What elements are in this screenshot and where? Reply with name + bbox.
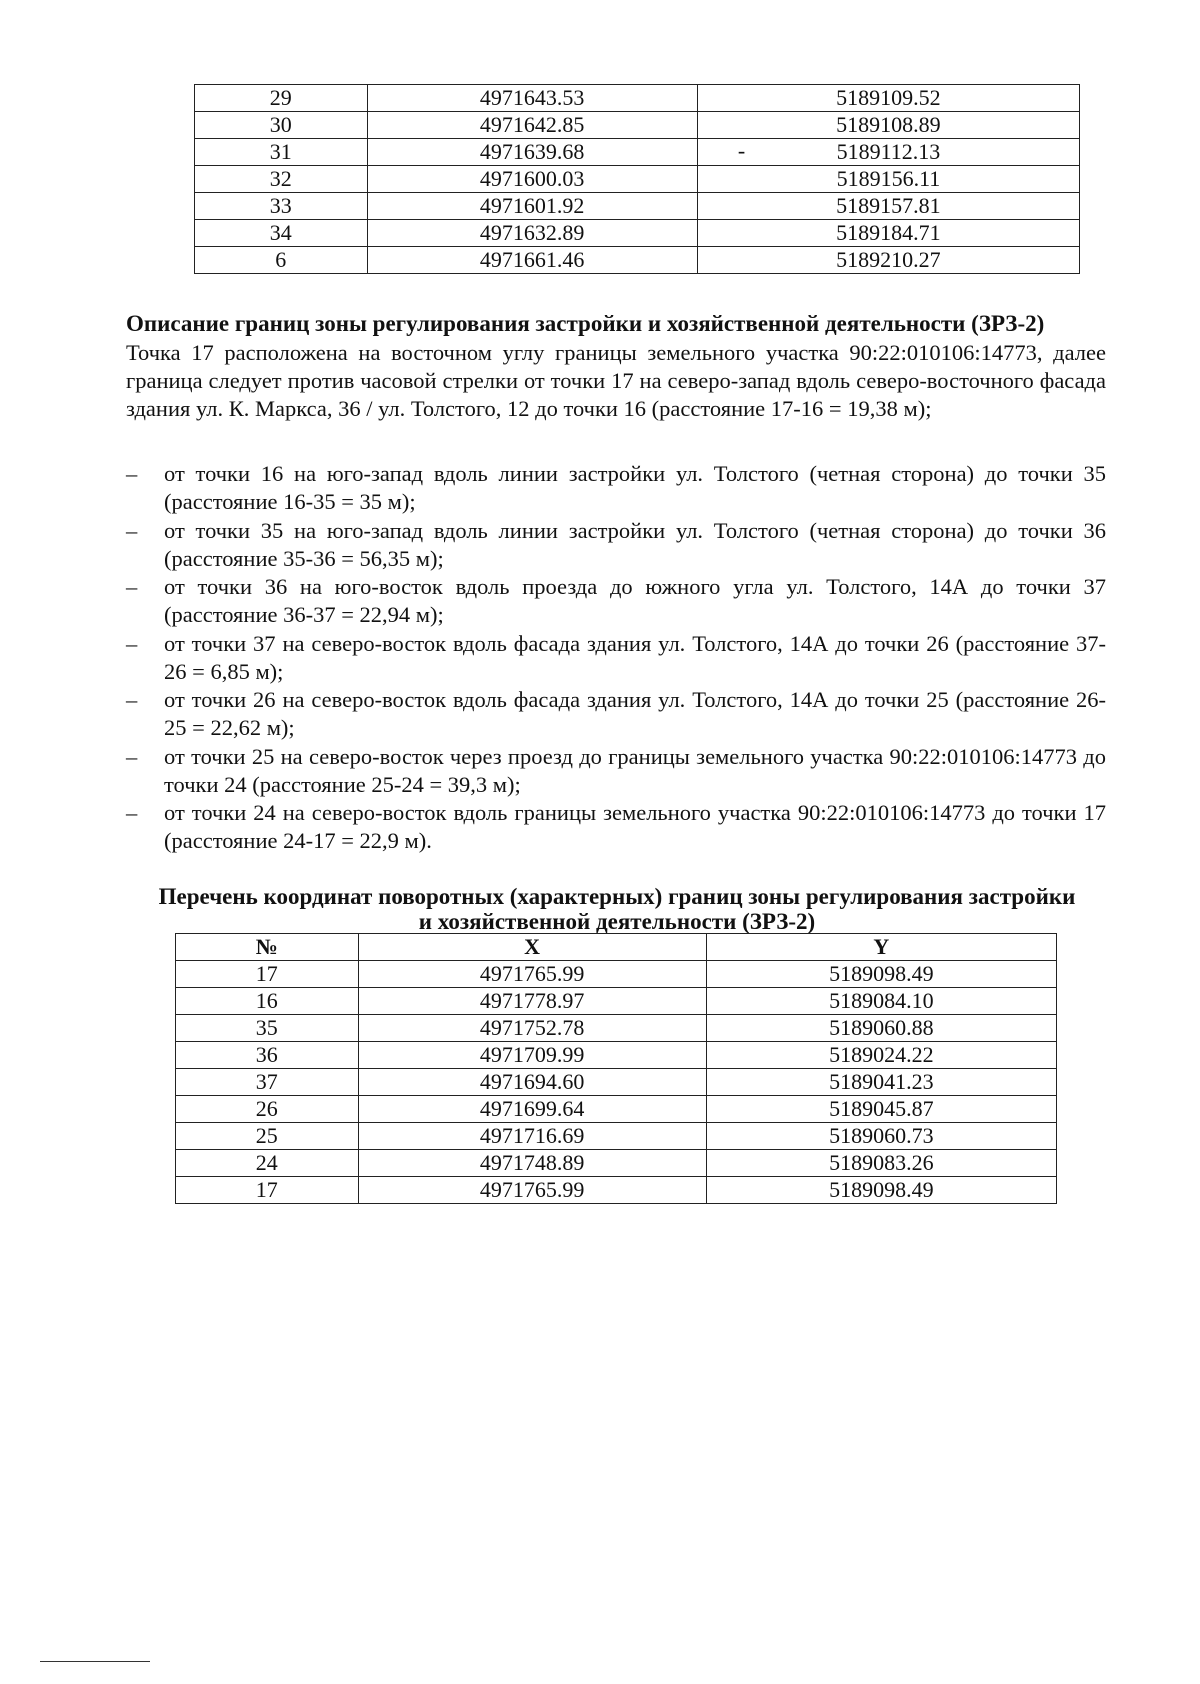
x-coordinate-cell-text: 4971639.68 (479, 139, 585, 164)
list-item (126, 630, 1106, 686)
y-coordinate-cell (697, 247, 1079, 274)
point-number-cell-text: 6 (275, 247, 287, 272)
bullet-dash: – (126, 687, 138, 712)
y-coordinate-cell-text: 5189157.81 (836, 193, 941, 218)
y-coordinate-cell-text: 5189108.89 (836, 112, 941, 137)
table-row (176, 1015, 1057, 1042)
x-coordinate-cell (367, 139, 697, 166)
point-number-cell: 35 (176, 1015, 359, 1042)
y-coordinate-cell (697, 139, 1079, 166)
bullet-dash: – (126, 461, 138, 486)
x-coordinate-cell-text: 4971600.03 (479, 166, 585, 191)
table-row (176, 1042, 1057, 1069)
bullet-text: от точки 37 на северо-восток вдоль фасада здания ул. Толстого, 14А до точки 26 (расстояние 37-26 = 6,85 м); (164, 630, 1106, 684)
bullet-text: от точки 26 на северо-восток вдоль фасада здания ул. Толстого, 14А до точки 25 (расстояние 26-25 = 22,62 м); (164, 687, 1106, 740)
coordinates-table-continued (194, 84, 1080, 274)
x-coordinate-cell (367, 112, 697, 139)
y-coordinate-cell-text: 5189156.11 (836, 166, 941, 191)
point-number-cell: 24 (176, 1150, 359, 1177)
table-row (176, 1150, 1057, 1177)
y-coordinate-cell (697, 166, 1079, 193)
x-coordinate-cell: 4971748.89 (358, 1150, 706, 1177)
coordinates-table-body (195, 85, 1080, 274)
x-coordinate-cell-text: 4971643.53 (479, 85, 585, 110)
y-coordinate-cell-text: 5189112.13 (836, 139, 941, 164)
y-coordinate-cell: 5189083.26 (706, 1150, 1056, 1177)
bullet-text: от точки 16 на юго-запад вдоль линии застройки ул. Толстого (четная сторона) до точки 35 (расстояние 16-35 = 35 м); (164, 461, 1106, 514)
point-number-cell (195, 139, 368, 166)
x-coordinate-cell (367, 247, 697, 274)
x-coordinate-cell: 4971765.99 (358, 1177, 706, 1204)
list-item (126, 686, 1106, 742)
header-number: № (176, 934, 359, 961)
zrz2-coordinates-body (176, 961, 1057, 1204)
bullet-dash: – (126, 743, 138, 769)
point-number-cell (195, 193, 368, 220)
footer-rule (40, 1661, 150, 1662)
point-number-cell-text: 34 (269, 220, 292, 245)
table-row (195, 247, 1080, 274)
y-coordinate-cell: 5189024.22 (706, 1042, 1056, 1069)
y-coordinate-cell-text: 5189184.71 (836, 220, 941, 245)
x-coordinate-cell: 4971699.64 (358, 1096, 706, 1123)
bullet-text: от точки 24 на северо-восток вдоль границы земельного участка 90:22:010106:14773 до точки 17 (расстояние 24-17 = 22,9 м). (164, 800, 1106, 853)
x-coordinate-cell-text: 4971601.92 (479, 193, 585, 218)
y-coordinate-cell: 5189060.88 (706, 1015, 1056, 1042)
x-coordinate-cell: 4971709.99 (358, 1042, 706, 1069)
bullet-dash: – (126, 630, 138, 656)
y-coordinate-cell: 5189084.10 (706, 988, 1056, 1015)
y-coordinate-cell: 5189098.49 (706, 961, 1056, 988)
table-row (176, 988, 1057, 1015)
coordinates-list-title-line2: и хозяйственной деятельности (ЗРЗ-2) (418, 909, 816, 934)
y-coordinate-cell-text: 5189210.27 (836, 247, 941, 272)
point-number-cell: 37 (176, 1069, 359, 1096)
x-coordinate-cell: 4971765.99 (358, 961, 706, 988)
y-coordinate-cell-text: 5189109.52 (836, 85, 941, 110)
y-coordinate-cell (697, 112, 1079, 139)
x-coordinate-cell: 4971716.69 (358, 1123, 706, 1150)
point-number-cell: 17 (176, 1177, 359, 1204)
table-row (195, 220, 1080, 247)
table-row (195, 193, 1080, 220)
table-row (195, 112, 1080, 139)
list-item (126, 743, 1106, 799)
y-coordinate-cell (697, 85, 1079, 112)
table-row (176, 1177, 1057, 1204)
table-row (176, 1096, 1057, 1123)
table-header-row (176, 934, 1057, 961)
x-coordinate-cell-text: 4971661.46 (479, 247, 585, 272)
x-coordinate-cell: 4971694.60 (358, 1069, 706, 1096)
y-coordinate-cell: 5189045.87 (706, 1096, 1056, 1123)
y-coordinate-cell: 5189041.23 (706, 1069, 1056, 1096)
y-coordinate-cell: 5189098.49 (706, 1177, 1056, 1204)
list-item (126, 460, 1106, 516)
point-number-cell: 36 (176, 1042, 359, 1069)
y-coordinate-cell (697, 193, 1079, 220)
coordinates-list-title-line1: Перечень координат поворотных (характерных) границ зоны регулирования застройки (158, 884, 1076, 909)
x-coordinate-cell: 4971752.78 (358, 1015, 706, 1042)
x-coordinate-cell-text: 4971642.85 (479, 112, 585, 137)
table-row (176, 1123, 1057, 1150)
table-row (176, 1069, 1057, 1096)
bullet-text: от точки 25 на северо-восток через проезд до границы земельного участка 90:22:010106:14773 до точки 24 (расстояние 25-24 = 39,3 м); (164, 743, 1106, 797)
stray-dash-mark: - (737, 138, 746, 163)
table-row (176, 961, 1057, 988)
point-number-cell-text: 33 (269, 193, 292, 218)
table-row (195, 85, 1080, 112)
list-item (126, 517, 1106, 573)
coordinates-list-title (126, 884, 1108, 934)
x-coordinate-cell-text: 4971632.89 (479, 220, 585, 245)
bullet-text: от точки 36 на юго-восток вдоль проезда до южного угла ул. Толстого, 14А до точки 37 (расстояние 36-37 = 22,94 м); (164, 574, 1106, 627)
point-number-cell-text: 29 (269, 85, 292, 110)
x-coordinate-cell (367, 166, 697, 193)
bullet-text: от точки 35 на юго-запад вдоль линии застройки ул. Толстого (четная сторона) до точки 36 (расстояние 35-36 = 56,35 м); (164, 517, 1106, 571)
point-number-cell: 26 (176, 1096, 359, 1123)
boundary-segments-list (126, 460, 1106, 856)
bullet-dash: – (126, 574, 138, 599)
header-y: Y (706, 934, 1056, 961)
point-number-cell (195, 85, 368, 112)
list-item (126, 799, 1106, 855)
point-number-cell: 16 (176, 988, 359, 1015)
x-coordinate-cell (367, 193, 697, 220)
y-coordinate-cell (697, 220, 1079, 247)
point-number-cell: 25 (176, 1123, 359, 1150)
x-coordinate-cell (367, 85, 697, 112)
description-title: Описание границ зоны регулирования застройки и хозяйственной деятельности (ЗРЗ-2) (126, 311, 1045, 336)
list-item (126, 573, 1106, 629)
description-intro: Точка 17 расположена на восточном углу границы земельного участка 90:22:010106:14773, далее граница следует против часовой стрелки от точки 17 на северо-запад вдоль северо-восточного фасада здания ул. К. Маркса, 36 / ул. Толстого, 12 до точки 16 (расстояние 17-16 = 19,38 м); (126, 340, 1106, 421)
table-row (195, 139, 1080, 166)
bullet-dash: – (126, 800, 138, 825)
y-coordinate-cell: 5189060.73 (706, 1123, 1056, 1150)
header-x: X (358, 934, 706, 961)
bullet-dash: – (126, 517, 138, 543)
x-coordinate-cell (367, 220, 697, 247)
point-number-cell-text: 32 (269, 166, 292, 191)
point-number-cell (195, 166, 368, 193)
point-number-cell (195, 112, 368, 139)
point-number-cell-text: 30 (269, 112, 292, 137)
point-number-cell-text: 31 (269, 139, 292, 164)
point-number-cell: 17 (176, 961, 359, 988)
zrz2-coordinates-table (175, 933, 1057, 1204)
point-number-cell (195, 220, 368, 247)
x-coordinate-cell: 4971778.97 (358, 988, 706, 1015)
point-number-cell (195, 247, 368, 274)
table-row (195, 166, 1080, 193)
